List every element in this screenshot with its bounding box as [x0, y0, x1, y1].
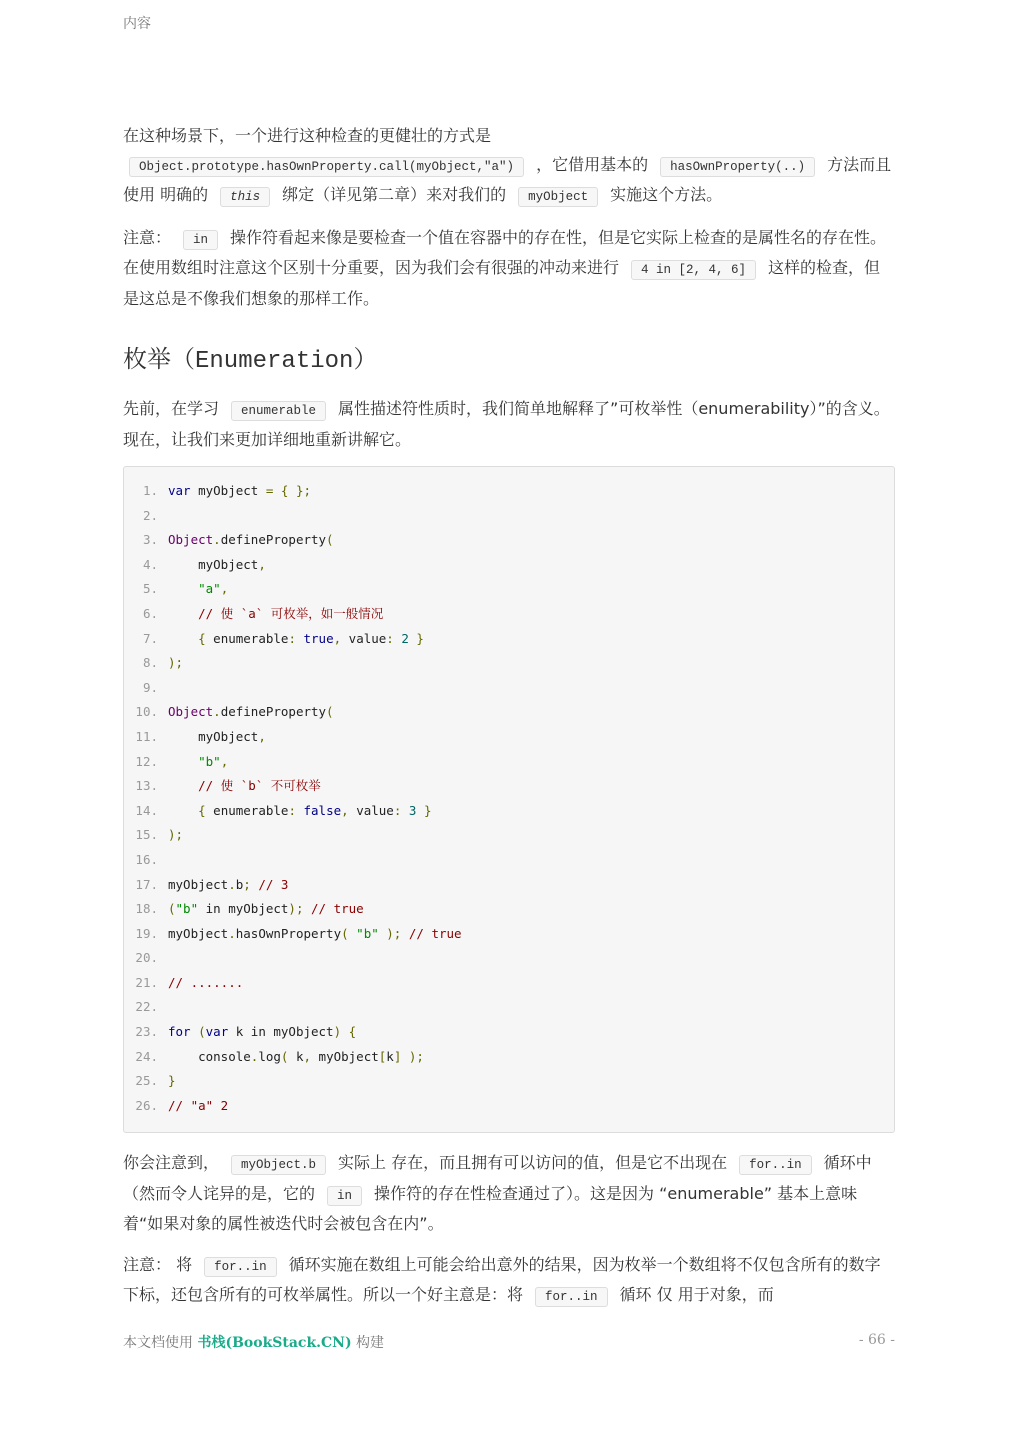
code-token: 2	[401, 630, 409, 646]
inline-code: for..in	[535, 1287, 608, 1307]
code-token: enumerable	[205, 802, 289, 818]
code-token: }	[423, 802, 432, 818]
paragraph-hasownproperty	[123, 122, 895, 212]
code-token: .	[213, 532, 221, 548]
code-token: in myObject	[198, 901, 289, 917]
code-token: ,	[258, 556, 266, 572]
footer-brand-link[interactable]: 书栈(BookStack.CN)	[197, 1335, 352, 1351]
text: 属性描述符性质时，我们简单地解释了”可枚举性（enumerability）”的含义。现在，让我们来更加详细地重新讲解它。	[123, 399, 890, 449]
footer-suffix: 构建	[351, 1335, 385, 1351]
code-token: Object	[168, 704, 214, 720]
code-line	[124, 1020, 894, 1045]
line-number: 12.	[135, 753, 158, 769]
code-token: var	[205, 1024, 229, 1040]
code-token: value	[341, 630, 387, 646]
code-token	[168, 803, 198, 818]
code-token: // true	[408, 925, 462, 941]
code-token	[303, 901, 311, 916]
text: 操作符看起来像是要检查一个值在容器中的存在性，但是它实际上检查的是属性名的存在性。在使用数组时注意这个区别十分重要，因为我们会有很强的冲动来进行	[123, 227, 887, 277]
code-line	[124, 897, 894, 922]
code-token: = { };	[265, 483, 311, 498]
code-token: "b"	[175, 901, 199, 917]
code-token: "b"	[356, 925, 379, 941]
inline-code: 4 in [2, 4, 6]	[631, 260, 756, 280]
code-token: }	[168, 1073, 176, 1089]
code-token: .	[250, 1048, 259, 1064]
footer-credit	[123, 1332, 384, 1352]
document-content	[123, 122, 895, 1324]
inline-code: enumerable	[231, 401, 326, 421]
heading-term: Enumeration	[195, 348, 354, 375]
code-token: "a"	[198, 581, 221, 597]
code-token: [	[378, 1048, 387, 1064]
code-token	[401, 1049, 409, 1064]
code-line	[124, 848, 894, 873]
inline-code: for..in	[739, 1155, 812, 1175]
code-token: myObject	[168, 728, 259, 744]
code-token: value	[348, 802, 394, 818]
text: 循环 仅 用于对象，而	[619, 1285, 774, 1305]
line-number: 2.	[142, 507, 158, 523]
text: 在这种场景下，一个进行这种检查的更健壮的方式是	[123, 126, 492, 145]
code-token: // 3	[258, 876, 289, 892]
line-number: 5.	[142, 581, 158, 597]
code-token: :	[393, 802, 402, 818]
line-number: 17.	[135, 876, 158, 892]
code-token: ;	[243, 876, 251, 892]
code-line	[124, 1045, 894, 1070]
code-token: enumerable	[205, 630, 289, 646]
code-token: myObject	[168, 556, 259, 572]
code-token: )	[333, 1024, 342, 1040]
code-token: .	[228, 925, 236, 941]
code-line	[124, 577, 894, 602]
code-token: :	[288, 802, 296, 818]
line-number: 24.	[135, 1048, 158, 1064]
code-token: log	[258, 1048, 281, 1064]
code-line	[124, 725, 894, 750]
heading-close: ）	[353, 345, 378, 373]
code-token: console	[168, 1048, 251, 1064]
inline-code: in	[327, 1186, 362, 1206]
text: 操作符的存在性检查通过了）。这是因为 “enumerable” 基本上意味着“如果对象的属性被迭代时会被包含在内”。	[123, 1183, 858, 1234]
code-token: (	[326, 532, 334, 548]
code-token: 3	[408, 802, 417, 818]
paragraph-enumerable-intro	[123, 395, 895, 454]
text: 循环实施在数组上可能会给出意外的结果，因为枚举一个数组将不仅包含所有的数字下标，还包含所有的可枚举属性。所以一个好主意是：将	[123, 1254, 881, 1305]
text: 循环中（然而令人诧异的是，它的	[123, 1153, 872, 1203]
code-line	[124, 602, 894, 627]
code-token: myObject	[168, 876, 229, 892]
line-number: 7.	[142, 630, 158, 646]
code-token: defineProperty	[220, 532, 327, 548]
code-token: myObject	[311, 1048, 379, 1064]
code-token: (	[168, 901, 176, 917]
code-token: (	[280, 1048, 289, 1064]
footer-prefix: 本文档使用	[123, 1335, 198, 1351]
code-token: );	[386, 925, 402, 941]
paragraph-in-note	[123, 224, 895, 314]
section-heading	[123, 339, 895, 375]
text: 方法而且使用 明确的	[123, 154, 892, 204]
text: ，它借用基本的	[536, 154, 649, 174]
line-number: 9.	[142, 679, 158, 695]
line-number: 26.	[135, 1097, 158, 1113]
code-line	[124, 627, 894, 652]
code-token: for	[168, 1024, 191, 1040]
text: 你会注意到，	[123, 1153, 220, 1173]
code-line	[124, 479, 894, 504]
inline-code: for..in	[204, 1257, 277, 1277]
code-token: }	[416, 630, 424, 646]
code-token: );	[168, 655, 184, 671]
code-token: var	[168, 483, 191, 498]
code-token: :	[288, 630, 296, 646]
code-token: (	[326, 704, 334, 720]
code-token	[401, 926, 409, 941]
code-token	[416, 803, 424, 818]
text: 注意：	[123, 227, 172, 247]
line-number: 10.	[135, 704, 158, 720]
paragraph-array-note	[123, 1251, 895, 1312]
code-token: (	[198, 1024, 206, 1040]
code-token: // 使 `a` 可枚举，如一般情况	[168, 605, 384, 621]
line-number: 19.	[135, 925, 158, 941]
code-line	[124, 528, 894, 553]
inline-code: myObject	[518, 187, 598, 207]
code-token: k	[288, 1048, 304, 1064]
code-line	[124, 873, 894, 898]
code-token: k	[386, 1048, 394, 1064]
code-line	[124, 676, 894, 701]
code-line	[124, 651, 894, 676]
line-number: 6.	[142, 605, 158, 621]
code-token	[341, 1024, 349, 1039]
code-token: {	[348, 1024, 357, 1040]
code-token: false	[303, 802, 342, 818]
line-number: 13.	[135, 778, 158, 794]
code-line	[124, 750, 894, 775]
code-token	[168, 631, 198, 646]
code-token: ]	[393, 1048, 402, 1064]
page-header: 内容	[123, 16, 151, 32]
line-number: 11.	[135, 728, 158, 744]
code-token: myObject	[190, 483, 266, 498]
inline-code: Object.prototype.hasOwnProperty.call(myObject,"a")	[129, 157, 524, 177]
code-token	[401, 803, 409, 818]
code-token: );	[288, 901, 304, 917]
code-token: ,	[341, 802, 349, 818]
code-token: ,	[333, 630, 342, 646]
code-line	[124, 995, 894, 1020]
code-token: defineProperty	[220, 704, 327, 720]
code-token: myObject	[168, 925, 229, 941]
code-token: {	[198, 630, 206, 646]
code-line	[124, 553, 894, 578]
line-number: 20.	[135, 950, 158, 966]
code-token: Object	[168, 532, 214, 548]
code-token: ,	[303, 1048, 312, 1064]
inline-code: in	[183, 230, 218, 250]
code-line	[124, 799, 894, 824]
code-token: // true	[311, 901, 364, 917]
code-token	[191, 1024, 199, 1039]
code-line	[124, 700, 894, 725]
line-number: 4.	[142, 556, 158, 572]
code-line	[124, 1094, 894, 1119]
code-token	[296, 803, 304, 818]
code-token: k in myObject	[228, 1024, 334, 1040]
code-token: .	[213, 704, 221, 720]
code-line	[124, 922, 894, 947]
code-block	[123, 466, 895, 1133]
text: 实施这个方法。	[610, 185, 723, 204]
code-line	[124, 823, 894, 848]
heading-open: 枚举（	[123, 345, 195, 373]
code-token: );	[168, 827, 184, 843]
line-number: 23.	[135, 1024, 158, 1040]
text: 绑定（详见第二章）来对我们的	[282, 185, 507, 204]
code-token: );	[408, 1048, 424, 1064]
code-token: b	[235, 876, 244, 892]
code-token: hasOwnProperty	[235, 925, 342, 941]
line-number: 1.	[142, 483, 158, 498]
paragraph-for-in	[123, 1149, 895, 1239]
line-number: 16.	[135, 851, 158, 867]
code-token: // 使 `b` 不可枚举	[168, 778, 321, 794]
code-token: // .......	[168, 974, 244, 990]
line-number: 25.	[135, 1073, 158, 1089]
code-token: .	[228, 876, 236, 892]
line-number: 15.	[135, 827, 158, 843]
line-number: 18.	[135, 901, 158, 917]
code-token: ,	[220, 581, 229, 597]
code-token	[296, 631, 304, 646]
code-token: "b"	[198, 753, 221, 769]
code-line	[124, 946, 894, 971]
inline-code: this	[220, 187, 270, 207]
text: 先前，在学习	[123, 399, 220, 418]
code-line	[124, 504, 894, 529]
code-token	[168, 754, 198, 769]
code-token: {	[198, 802, 206, 818]
code-token: (	[341, 925, 349, 941]
line-number: 3.	[142, 532, 158, 548]
line-number: 22.	[135, 999, 158, 1015]
page-number: - 66 -	[858, 1332, 895, 1348]
code-token: :	[386, 630, 394, 646]
line-number: 8.	[142, 655, 158, 671]
text: 这样的检查，但是这总是不像我们想象的那样工作。	[123, 258, 881, 308]
code-token: true	[303, 630, 334, 646]
code-token	[168, 581, 198, 596]
code-token: // "a" 2	[168, 1097, 229, 1113]
line-number: 21.	[135, 974, 158, 990]
line-number: 14.	[135, 802, 158, 818]
code-token: ,	[220, 753, 229, 769]
inline-code: myObject.b	[231, 1155, 326, 1175]
text: 注意： 将	[123, 1254, 193, 1274]
code-line	[124, 971, 894, 996]
text: 实际上 存在，而且拥有可以访问的值，但是它不出现在	[338, 1153, 728, 1173]
inline-code: hasOwnProperty(..)	[660, 157, 815, 177]
code-token: ,	[258, 728, 266, 744]
code-line	[124, 774, 894, 799]
code-line	[124, 1069, 894, 1094]
